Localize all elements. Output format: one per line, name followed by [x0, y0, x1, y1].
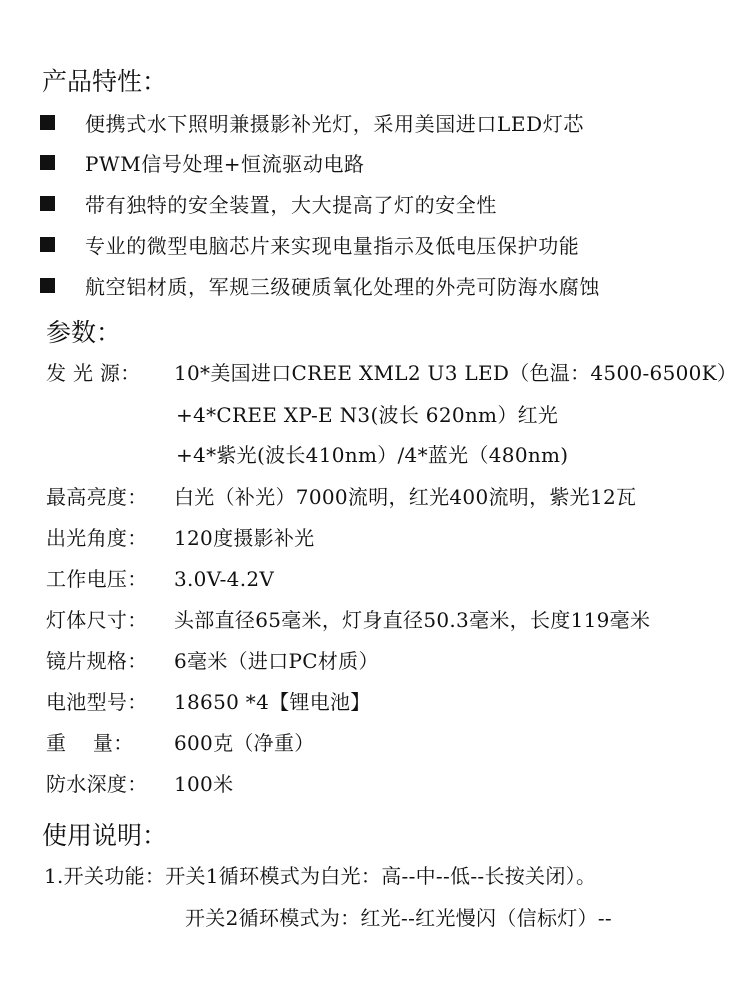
param-row-depth	[46, 768, 233, 797]
param-value: 3.0V-4.2V	[174, 567, 275, 591]
feature-item	[40, 188, 497, 218]
param-value: 白光（补光）7000流明，红光400流明，紫光12瓦	[174, 485, 637, 509]
param-row-voltage	[46, 563, 274, 592]
param-row-light-source	[46, 357, 737, 386]
feature-text: 专业的微型电脑芯片来实现电量指示及低电压保护功能	[85, 233, 580, 258]
features-heading: 产品特性：	[42, 67, 168, 96]
param-row-lens	[46, 645, 379, 674]
param-continuation: +4*CREE XP-E N3(波长 620nm）红光	[176, 403, 559, 427]
param-value: 100米	[174, 772, 234, 796]
feature-item	[40, 107, 584, 137]
param-label: 最高亮度：	[46, 485, 148, 509]
square-bullet-icon	[40, 155, 55, 170]
usage-heading: 使用说明：	[42, 821, 168, 850]
param-row-max-brightness	[46, 481, 636, 510]
feature-text: 便携式水下照明兼摄影补光灯，采用美国进口LED灯芯	[85, 111, 584, 136]
square-bullet-icon	[40, 278, 55, 293]
param-value: 6毫米（进口PC材质）	[174, 649, 379, 673]
param-row-dimensions	[46, 604, 650, 633]
param-label: 镜片规格：	[46, 649, 148, 673]
param-continuation: +4*紫光(波长410nm）/4*蓝光（480nm)	[176, 443, 569, 467]
square-bullet-icon	[40, 237, 55, 252]
feature-text: 航空铝材质，军规三级硬质氧化处理的外壳可防海水腐蚀	[85, 274, 600, 299]
feature-text: PWM信号处理+恒流驱动电路	[85, 151, 365, 176]
feature-item	[40, 147, 365, 177]
param-row-weight	[46, 727, 315, 756]
param-label: 出光角度：	[46, 526, 148, 550]
param-value: 10*美国进口CREE XML2 U3 LED（色温：4500-6500K）	[174, 361, 738, 385]
param-label: 灯体尺寸：	[46, 608, 148, 632]
param-row-battery	[46, 686, 371, 715]
usage-text: 开关1循环模式为白光：高--中--低--长按关闭）。	[165, 864, 597, 888]
param-row-beam-angle	[46, 522, 315, 551]
params-heading: 参数：	[46, 318, 122, 347]
usage-line: 开关2循环模式为：红光--红光慢闪（信标灯）--	[185, 906, 612, 930]
param-value: 120度摄影补光	[174, 526, 315, 550]
param-value: 600克（净重）	[174, 731, 315, 755]
param-value: 18650 *4【锂电池】	[174, 690, 371, 714]
feature-item	[40, 270, 600, 300]
param-label: 防水深度：	[46, 772, 148, 796]
param-label: 发 光 源：	[46, 361, 141, 385]
usage-prefix: 1.开关功能：	[44, 864, 166, 888]
square-bullet-icon	[40, 115, 55, 130]
param-value: 头部直径65毫米，灯身直径50.3毫米，长度119毫米	[174, 608, 651, 632]
param-label: 电池型号：	[46, 690, 148, 714]
feature-item	[40, 229, 579, 259]
param-label: 工作电压：	[46, 567, 148, 591]
feature-text: 带有独特的安全装置，大大提高了灯的安全性	[85, 192, 497, 217]
square-bullet-icon	[40, 196, 55, 211]
param-label: 重 量：	[46, 731, 134, 755]
usage-line	[44, 860, 596, 889]
